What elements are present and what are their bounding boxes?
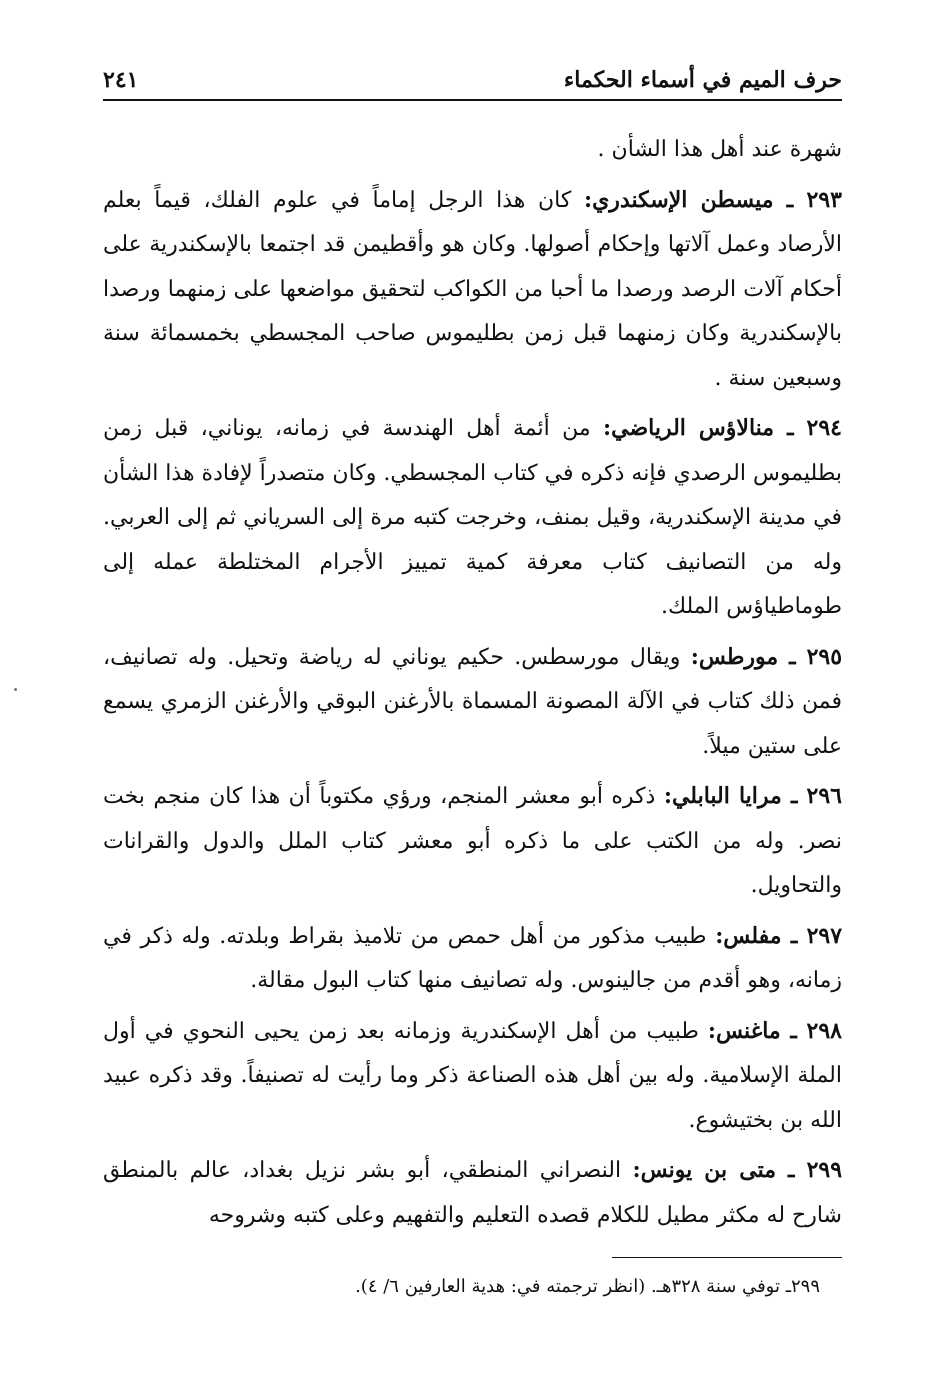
entry-text: النصراني المنطقي، أبو بشر نزيل بغداد، عالم بالمنطق شارح له مكثر مطيل للكلام قصده التعليم والتفهيم وعلى كتبه وشروحه: [103, 1158, 842, 1228]
entry-text: كان هذا الرجل إماماً في علوم الفلك، قيماً بعلم الأرصاد وعمل آلاتها وإحكام أصولها. وكان هو وأقطيمن قد اجتمعا بالإسكندرية على أحكام آلات الرصد ورصدا ما أحبا من الكواكب لتحقيق مواضعها على زمنهما ورصدا بالإسكندرية وكان زمنهما قبل زمن بطليموس صاحب المجسطي بخمسمائة سنة وسبعين سنة .: [103, 187, 842, 391]
footnote-rule: [612, 1257, 842, 1258]
entry-heading: ٢٩٩ ـ متى بن يونس:: [632, 1157, 843, 1183]
entry-heading: ٢٩٦ ـ مرايا البابلي:: [663, 783, 842, 809]
entry-text: من أئمة أهل الهندسة في زمانه، يوناني، قبل زمن بطليموس الرصدي فإنه ذكره في كتاب المجسطي. وكان متصدراً لإفادة هذا الشأن في مدينة الإسكندرية، وقيل بمنف، وخرجت كتبه مرة إلى السرياني ثم إلى العربي. وله من التصانيف كتاب معرفة كمية تمييز الأجرام المختلطة عمله إلى طوماطياؤس الملك.: [103, 416, 842, 619]
entry-heading: ٢٩٧ ـ مفلس:: [715, 922, 843, 949]
entry-heading: ٢٩٨ ـ ماغنس:: [707, 1017, 842, 1044]
entry-294: [103, 406, 842, 630]
page-number: ٢٤١: [103, 67, 139, 93]
entry-heading: ٢٩٥ ـ مورطس:: [690, 643, 843, 670]
entry-295: [103, 635, 842, 770]
entry-text: طبيب مذكور من أهل حمص من تلاميذ بقراط وبلدته. وله ذكر في زمانه، وهو أقدم من جالينوس. وله تصانيف منها كتاب البول مقالة.: [103, 923, 842, 993]
entry-text: طبيب من أهل الإسكندرية وزمانه بعد زمن يحيى النحوي في أول الملة الإسلامية. وله بين أهل هذه الصناعة ذكر وما رأيت له تصنيفاً. وقد ذكره عبيد الله بن بختيشوع.: [103, 1018, 842, 1133]
entry-heading: ٢٩٣ ـ ميسطن الإسكندري:: [583, 186, 842, 213]
entry-297: [103, 914, 842, 1004]
entry-text: ويقال مورسطس. حكيم يوناني له رياضة وتحيل. وله تصانيف، فمن ذلك كتاب في الآلة المصونة المسماة بالأرغنن البوقي والأرغنن الزمري يسمع على ستين ميلاً.: [103, 644, 842, 759]
entry-293: [103, 178, 842, 402]
main-text: [103, 128, 842, 1243]
footnote: ٢٩٩ـ توفي سنة ٣٢٨هـ. (انظر ترجمته في: هدية العارفين ٦/ ٤).: [355, 1276, 820, 1297]
entry-298: [103, 1009, 842, 1144]
running-title: حرف الميم في أسماء الحكماء: [563, 67, 842, 93]
entry-296: [103, 774, 842, 909]
page-header: [103, 55, 842, 101]
entry-heading: ٢٩٤ ـ منالاؤس الرياضي:: [602, 415, 842, 441]
opening-line: شهرة عند أهل هذا الشأن .: [597, 137, 842, 162]
entry-text: ذكره أبو معشر المنجم، ورؤي مكتوباً أن هذا كان منجم بخت نصر. وله من الكتب على ما ذكره أبو معشر كتاب الملل والدول والقرانات والتحاويل.: [103, 784, 842, 898]
entry-299: [103, 1148, 842, 1238]
margin-dot: [14, 688, 17, 691]
